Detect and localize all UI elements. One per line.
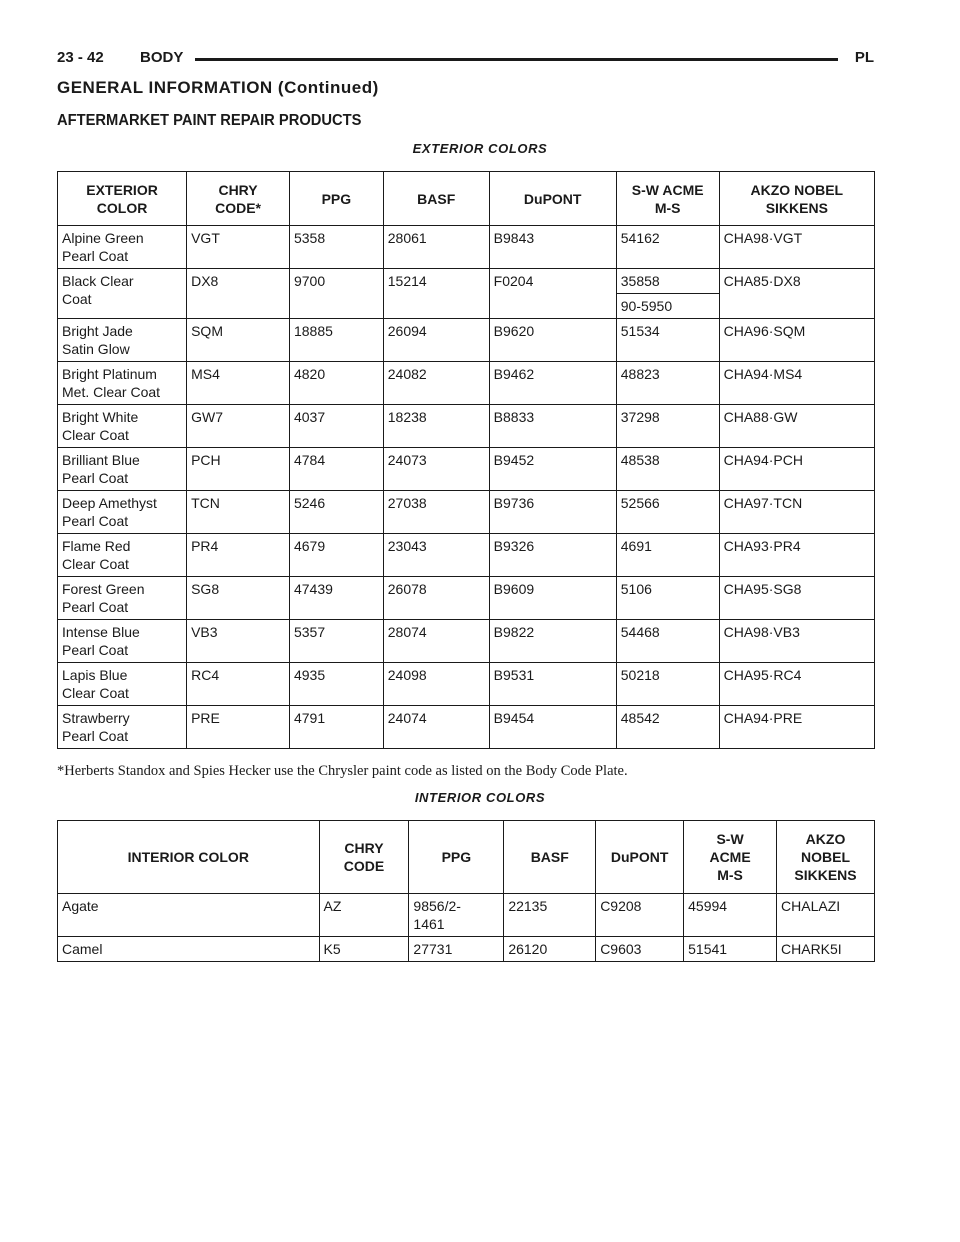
cell-chry: RC4	[187, 663, 290, 706]
cell-akzo: CHA88·GW	[719, 405, 874, 448]
table-row	[58, 269, 875, 294]
cell-akzo: CHA95·RC4	[719, 663, 874, 706]
section-title: AFTERMARKET PAINT REPAIR PRODUCTS	[57, 112, 362, 129]
header-rule	[195, 58, 838, 61]
column-header: CHRY CODE*	[187, 172, 290, 226]
cell-color: Intense Blue Pearl Coat	[58, 620, 187, 663]
cell-basf: 24074	[383, 706, 489, 749]
column-header: EXTERIOR COLOR	[58, 172, 187, 226]
cell-chry: PR4	[187, 534, 290, 577]
cell-ppg: 5246	[289, 491, 383, 534]
cell-dupont: B9454	[489, 706, 616, 749]
cell-dupont: B9326	[489, 534, 616, 577]
cell-chry: TCN	[187, 491, 290, 534]
cell-dupont: B9736	[489, 491, 616, 534]
cell-basf: 24098	[383, 663, 489, 706]
cell-sw: 50218	[616, 663, 719, 706]
cell-basf: 22135	[504, 894, 596, 937]
cell-basf: 26120	[504, 937, 596, 962]
column-header: PPG	[289, 172, 383, 226]
cell-akzo: CHALAZI	[777, 894, 875, 937]
cell-chry: PCH	[187, 448, 290, 491]
cell-chry: K5	[319, 937, 409, 962]
column-header: INTERIOR COLOR	[58, 821, 320, 894]
table-row	[58, 894, 875, 937]
cell-ppg: 47439	[289, 577, 383, 620]
cell-akzo: CHA94·PCH	[719, 448, 874, 491]
cell-ppg: 4037	[289, 405, 383, 448]
cell-ppg: 9856/2- 1461	[409, 894, 504, 937]
cell-ppg: 4784	[289, 448, 383, 491]
cell-sw: 4691	[616, 534, 719, 577]
cell-ppg: 9700	[289, 269, 383, 319]
cell-sw: 90-5950	[616, 294, 719, 319]
exterior-caption: EXTERIOR COLORS	[412, 141, 548, 156]
cell-color: Flame Red Clear Coat	[58, 534, 187, 577]
general-info-heading: GENERAL INFORMATION (Continued)	[57, 78, 379, 97]
cell-dupont: F0204	[489, 269, 616, 319]
cell-sw: 37298	[616, 405, 719, 448]
cell-ppg: 4679	[289, 534, 383, 577]
cell-akzo: CHA98·VB3	[719, 620, 874, 663]
table-row	[58, 491, 875, 534]
table-row	[58, 706, 875, 749]
cell-basf: 27038	[383, 491, 489, 534]
table-row	[58, 663, 875, 706]
cell-sw: 48823	[616, 362, 719, 405]
column-header: S-W ACME M-S	[616, 172, 719, 226]
cell-sw: 52566	[616, 491, 719, 534]
cell-akzo: CHARK5I	[777, 937, 875, 962]
cell-color: Deep Amethyst Pearl Coat	[58, 491, 187, 534]
cell-ppg: 5357	[289, 620, 383, 663]
cell-basf: 26078	[383, 577, 489, 620]
page-number: 23 - 42	[57, 49, 104, 66]
column-header: BASF	[504, 821, 596, 894]
cell-chry: PRE	[187, 706, 290, 749]
cell-basf: 18238	[383, 405, 489, 448]
cell-color: Agate	[58, 894, 320, 937]
column-header: DuPONT	[489, 172, 616, 226]
cell-dupont: B8833	[489, 405, 616, 448]
cell-sw: 48542	[616, 706, 719, 749]
cell-akzo: CHA97·TCN	[719, 491, 874, 534]
cell-dupont: B9452	[489, 448, 616, 491]
column-header: CHRY CODE	[319, 821, 409, 894]
cell-color: Alpine Green Pearl Coat	[58, 226, 187, 269]
cell-sw: 51541	[684, 937, 777, 962]
cell-color: Bright Jade Satin Glow	[58, 319, 187, 362]
column-header: BASF	[383, 172, 489, 226]
cell-color: Bright Platinum Met. Clear Coat	[58, 362, 187, 405]
cell-dupont: B9609	[489, 577, 616, 620]
cell-color: Camel	[58, 937, 320, 962]
cell-dupont: C9603	[596, 937, 684, 962]
table-row	[58, 937, 875, 962]
table-row	[58, 405, 875, 448]
table-row	[58, 319, 875, 362]
column-header: AKZO NOBEL SIKKENS	[719, 172, 874, 226]
exterior-colors-table	[57, 171, 875, 749]
cell-akzo: CHA96·SQM	[719, 319, 874, 362]
page-header	[57, 44, 874, 76]
cell-akzo: CHA94·PRE	[719, 706, 874, 749]
cell-ppg: 18885	[289, 319, 383, 362]
cell-akzo: CHA98·VGT	[719, 226, 874, 269]
table-row	[58, 226, 875, 269]
table-row	[58, 448, 875, 491]
cell-sw: 54468	[616, 620, 719, 663]
section-name: BODY	[140, 49, 184, 66]
column-header: S-W ACME M-S	[684, 821, 777, 894]
cell-color: Lapis Blue Clear Coat	[58, 663, 187, 706]
cell-basf: 24073	[383, 448, 489, 491]
cell-sw: 45994	[684, 894, 777, 937]
cell-ppg: 4935	[289, 663, 383, 706]
cell-akzo: CHA93·PR4	[719, 534, 874, 577]
cell-chry: VGT	[187, 226, 290, 269]
cell-color: Brilliant Blue Pearl Coat	[58, 448, 187, 491]
cell-chry: SQM	[187, 319, 290, 362]
cell-ppg: 27731	[409, 937, 504, 962]
cell-chry: MS4	[187, 362, 290, 405]
cell-dupont: B9822	[489, 620, 616, 663]
cell-sw: 35858	[616, 269, 719, 294]
cell-ppg: 4820	[289, 362, 383, 405]
cell-ppg: 5358	[289, 226, 383, 269]
cell-color: Strawberry Pearl Coat	[58, 706, 187, 749]
cell-akzo: CHA85·DX8	[719, 269, 874, 319]
column-header: AKZO NOBEL SIKKENS	[777, 821, 875, 894]
cell-ppg: 4791	[289, 706, 383, 749]
footnote: *Herberts Standox and Spies Hecker use the Chrysler paint code as listed on the Body Code Plate.	[57, 763, 628, 779]
cell-dupont: B9462	[489, 362, 616, 405]
cell-sw: 5106	[616, 577, 719, 620]
interior-colors-table	[57, 820, 875, 962]
cell-chry: GW7	[187, 405, 290, 448]
cell-basf: 28074	[383, 620, 489, 663]
cell-basf: 24082	[383, 362, 489, 405]
cell-sw: 48538	[616, 448, 719, 491]
cell-basf: 23043	[383, 534, 489, 577]
table-row	[58, 362, 875, 405]
cell-chry: SG8	[187, 577, 290, 620]
table-row	[58, 577, 875, 620]
cell-chry: AZ	[319, 894, 409, 937]
cell-dupont: B9531	[489, 663, 616, 706]
table-row	[58, 534, 875, 577]
cell-color: Bright White Clear Coat	[58, 405, 187, 448]
cell-chry: DX8	[187, 269, 290, 319]
cell-basf: 15214	[383, 269, 489, 319]
cell-dupont: B9843	[489, 226, 616, 269]
cell-akzo: CHA94·MS4	[719, 362, 874, 405]
cell-color: Forest Green Pearl Coat	[58, 577, 187, 620]
interior-caption: INTERIOR COLORS	[414, 790, 546, 805]
cell-basf: 26094	[383, 319, 489, 362]
column-header: DuPONT	[596, 821, 684, 894]
cell-color: Black Clear Coat	[58, 269, 187, 319]
cell-chry: VB3	[187, 620, 290, 663]
cell-dupont: C9208	[596, 894, 684, 937]
cell-dupont: B9620	[489, 319, 616, 362]
model-code: PL	[854, 49, 874, 66]
cell-sw: 51534	[616, 319, 719, 362]
cell-basf: 28061	[383, 226, 489, 269]
table-row	[58, 620, 875, 663]
column-header: PPG	[409, 821, 504, 894]
cell-sw: 54162	[616, 226, 719, 269]
cell-akzo: CHA95·SG8	[719, 577, 874, 620]
